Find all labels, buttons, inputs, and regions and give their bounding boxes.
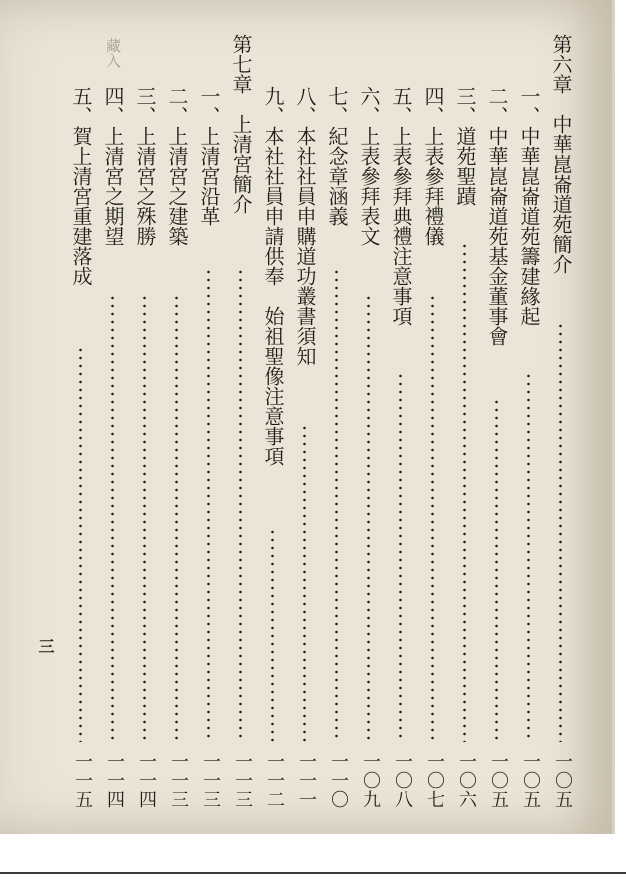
scan-bottom-rule <box>0 872 626 874</box>
toc-entry: 五、賀上清宮重建落成 <box>69 86 93 286</box>
toc-chapter-6: 第六章 中華崑崙道苑簡介 <box>549 34 573 274</box>
toc-page-number: 一一三 <box>232 752 253 809</box>
scan-margin <box>0 834 626 889</box>
toc-page-number: 一〇八 <box>392 752 413 809</box>
toc-entry: 二、中華崑崙道苑基金董事會 <box>485 86 509 346</box>
toc-leader-dots <box>335 268 338 742</box>
toc-leader-dots <box>431 294 434 742</box>
stamp-mark: 藏入 <box>104 38 122 68</box>
toc-leader-dots <box>239 268 242 742</box>
toc-leader-dots <box>143 294 146 742</box>
toc-leader-dots <box>399 372 402 742</box>
toc-page-number: 一〇五 <box>552 752 573 809</box>
toc-page-number: 一一三 <box>168 752 189 809</box>
toc-leader-dots <box>303 424 306 742</box>
toc-page-number: 一一二 <box>264 752 285 809</box>
toc-leader-dots <box>111 294 114 742</box>
toc-entry: 三、道苑聖蹟 <box>453 86 477 206</box>
toc-entry: 六、上表參拜表文 <box>357 86 381 246</box>
toc-entry: 七、紀念章涵義 <box>325 86 349 226</box>
toc-leader-dots <box>463 242 466 742</box>
toc-page-number: 一〇五 <box>488 752 509 809</box>
toc-chapter-7: 第七章 上清宮簡介 <box>229 34 253 214</box>
toc-leader-dots <box>527 372 530 742</box>
toc-page-number: 一一一 <box>296 752 317 809</box>
toc-leader-dots <box>175 294 178 742</box>
toc-page-number: 一一三 <box>200 752 221 809</box>
toc-page-number: 一一四 <box>104 752 125 809</box>
toc-entry: 四、上清宮之期望 <box>101 86 125 246</box>
toc-entry: 一、中華崑崙道苑籌建緣起 <box>517 86 541 326</box>
toc-entry: 八、本社社員申購道功叢書須知 <box>293 86 317 366</box>
toc-page-number: 一〇五 <box>520 752 541 809</box>
toc-entry: 九、本社社員申請供奉 始祖聖像注意事項 <box>261 86 285 466</box>
toc-page-number: 一〇六 <box>456 752 477 809</box>
toc-entry: 三、上清宮之殊勝 <box>133 86 157 246</box>
toc-leader-dots <box>495 398 498 742</box>
toc-page-number: 一一〇 <box>328 752 349 809</box>
toc-leader-dots <box>271 528 274 742</box>
toc-entry: 五、上表參拜典禮注意事項 <box>389 86 413 326</box>
toc-page-number: 一一四 <box>136 752 157 809</box>
toc-leader-dots <box>207 268 210 742</box>
toc-entry: 一、上清宮沿革 <box>197 86 221 226</box>
toc-leader-dots <box>367 294 370 742</box>
toc-entry: 二、上清宮之建築 <box>165 86 189 246</box>
toc-leader-dots <box>79 346 82 742</box>
toc-entry: 四、上表參拜禮儀 <box>421 86 445 246</box>
toc-page-number: 一一五 <box>72 752 93 809</box>
toc-leader-dots <box>559 322 562 742</box>
toc-page-number: 一〇九 <box>360 752 381 809</box>
page-folio-number: 三 <box>36 638 55 654</box>
toc-page-number: 一〇七 <box>424 752 445 809</box>
